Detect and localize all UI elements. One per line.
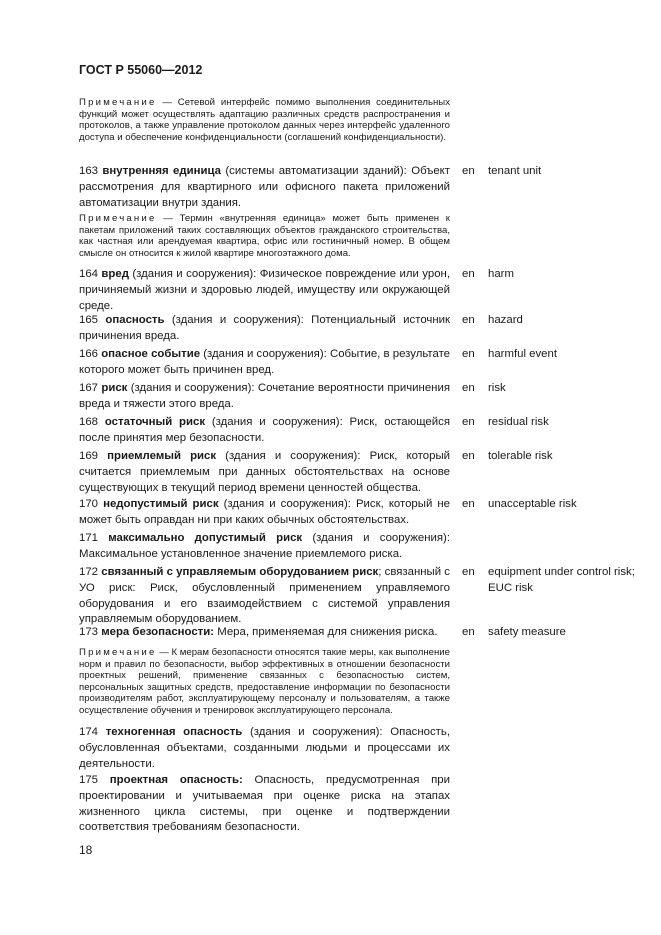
term-name: связанный с управляемым оборудованием риск — [101, 566, 379, 578]
english-equivalent: tenant unit — [488, 165, 542, 177]
language-code: en — [462, 416, 475, 428]
note-note163 — [79, 213, 450, 259]
note-text: — Сетевой интерфейс помимо выполнения соединительных функций может осуществлять адаптацию различных средств распространения и протоколов, а также управление протоколом данных через интерфейс удаленного доступа и обеспечение конфиденциальности (соглашений конфиденциальности). — [79, 97, 450, 143]
term-definition: (здания и сооружения): Сочетание вероятности причинения вреда и тяжести этого вреда. — [79, 382, 450, 410]
english-equivalent: risk — [488, 382, 506, 394]
term-definition: (здания и сооружения): Максимальное установленное значение приемлемого риска. — [79, 532, 451, 560]
term-definition: (системы автоматизации зданий): Объект рассмотрения для квартирного или офисного пакета приложений автоматизации внутри здания. — [79, 165, 450, 209]
term-definition: Опасность, предусмотренная при проектировании и учитываемая при оценке риска на этапах жизненного цикла системы, при оценке и подтверждении соответствия требованиям безопасности. — [79, 774, 450, 834]
term-name: вред — [101, 268, 129, 280]
term-definition: (здания и сооружения): Опасность, обусловленная объектами, созданными людьми и процессами их деятельности. — [79, 726, 450, 770]
term-entry-164 — [79, 267, 450, 314]
term-name: риск — [101, 382, 128, 394]
term-entry-168 — [79, 415, 450, 447]
term-name: остаточный риск — [104, 416, 206, 428]
term-name: внутренняя единица — [102, 165, 221, 177]
english-equivalent: equipment under control risk; EUC risk — [488, 566, 635, 594]
term-definition: Мера, применяемая для снижения риска. — [214, 626, 438, 638]
language-code: en — [462, 450, 475, 462]
term-entry-174 — [79, 725, 450, 772]
note-note0 — [79, 97, 450, 143]
term-entry-169 — [79, 449, 450, 496]
term-name: недопустимый риск — [103, 498, 219, 510]
term-name: опасность — [105, 314, 165, 326]
language-code: en — [462, 498, 475, 510]
note-label: Примечание — [79, 647, 157, 658]
language-code: en — [462, 268, 475, 280]
term-name: приемлемый риск — [107, 450, 217, 462]
note-note173 — [79, 647, 450, 717]
language-code: en — [462, 626, 475, 638]
term-number: 173 — [79, 626, 99, 638]
term-number: 167 — [79, 382, 99, 394]
english-equivalent: harmful event — [488, 348, 558, 360]
term-number: 169 — [79, 450, 99, 462]
term-number: 164 — [79, 268, 99, 280]
term-definition: (здания и сооружения): Физическое повреждение или урон, причиняемый жизни и здоровью людей, имуществу или окружающей среде. — [79, 268, 450, 312]
term-name: мера безопасности: — [101, 626, 215, 638]
term-definition: (здания и сооружения): Риск, который не может быть оправдан ни при каких обычных обстоятельствах. — [79, 498, 450, 526]
term-name: проектная опасность: — [109, 774, 243, 786]
term-number: 168 — [79, 416, 99, 428]
language-code: en — [462, 314, 475, 326]
note-label: Примечание — [79, 213, 157, 224]
document-header: ГОСТ Р 55060—2012 — [79, 63, 203, 77]
english-equivalent: harm — [488, 268, 514, 280]
term-entry-172 — [79, 565, 450, 628]
term-number: 174 — [79, 726, 99, 738]
english-equivalent: safety measure — [488, 626, 566, 638]
term-definition: (здания и сооружения): Риск, остающейся после принятия мер безопасности. — [79, 416, 450, 444]
term-name: техногенная опасность — [105, 726, 243, 738]
term-name: опасное событие — [101, 348, 201, 360]
term-name: максимально допустимый риск — [108, 532, 303, 544]
term-entry-171 — [79, 531, 450, 563]
term-entry-163 — [79, 164, 450, 211]
note-text: — Термин «внутренняя единица» может быть применен к пакетам приложений таких составляющих объектов гражданского строительства, как частная или арендуемая квартира, офис или гостиничный номер. В общем смысле он относится к жилой квартире многоэтажного дома. — [79, 213, 450, 259]
english-equivalent: unacceptable risk — [488, 498, 577, 510]
term-entry-173 — [79, 625, 450, 641]
english-equivalent: residual risk — [488, 416, 549, 428]
term-definition: (здания и сооружения): Событие, в результате которого может быть причинен вред. — [79, 348, 450, 376]
language-code: en — [462, 348, 475, 360]
language-code: en — [462, 566, 475, 578]
term-definition: (здания и сооружения): Риск, который считается приемлемым при данных обстоятельствах на основе существующих в текущий период времени ценностей общества. — [79, 450, 450, 494]
term-entry-167 — [79, 381, 450, 413]
term-entry-165 — [79, 313, 450, 345]
term-definition: ; связанный с УО риск: Риск, обусловленный применением управляемого оборудования и его взаимодействием с системой управления управляемым оборудованием. — [79, 566, 450, 626]
english-equivalent: hazard — [488, 314, 523, 326]
term-entry-175 — [79, 773, 450, 836]
term-entry-166 — [79, 347, 450, 379]
term-definition: (здания и сооружения): Потенциальный источник причинения вреда. — [79, 314, 450, 342]
term-entry-170 — [79, 497, 450, 529]
term-number: 171 — [79, 532, 99, 544]
note-label: Примечание — [79, 97, 157, 108]
term-number: 175 — [79, 774, 99, 786]
term-number: 165 — [79, 314, 99, 326]
term-number: 163 — [79, 165, 99, 177]
page-number: 18 — [79, 843, 93, 857]
language-code: en — [462, 382, 475, 394]
term-number: 166 — [79, 348, 99, 360]
english-equivalent: tolerable risk — [488, 450, 553, 462]
note-text: — К мерам безопасности относятся такие меры, как выполнение норм и правил по безопасности, выбор эффективных в отношении безопасности проектных решений, применение связанных с безопасностью систем, персональных защитных средств, предоставление информации по безопасности производителям работ, эксплуатирующему персоналу и пользователям, а также осуществление обучения и тренировок эксплуатирующего персонала. — [79, 647, 450, 716]
term-number: 172 — [79, 566, 99, 578]
term-number: 170 — [79, 498, 99, 510]
language-code: en — [462, 165, 475, 177]
